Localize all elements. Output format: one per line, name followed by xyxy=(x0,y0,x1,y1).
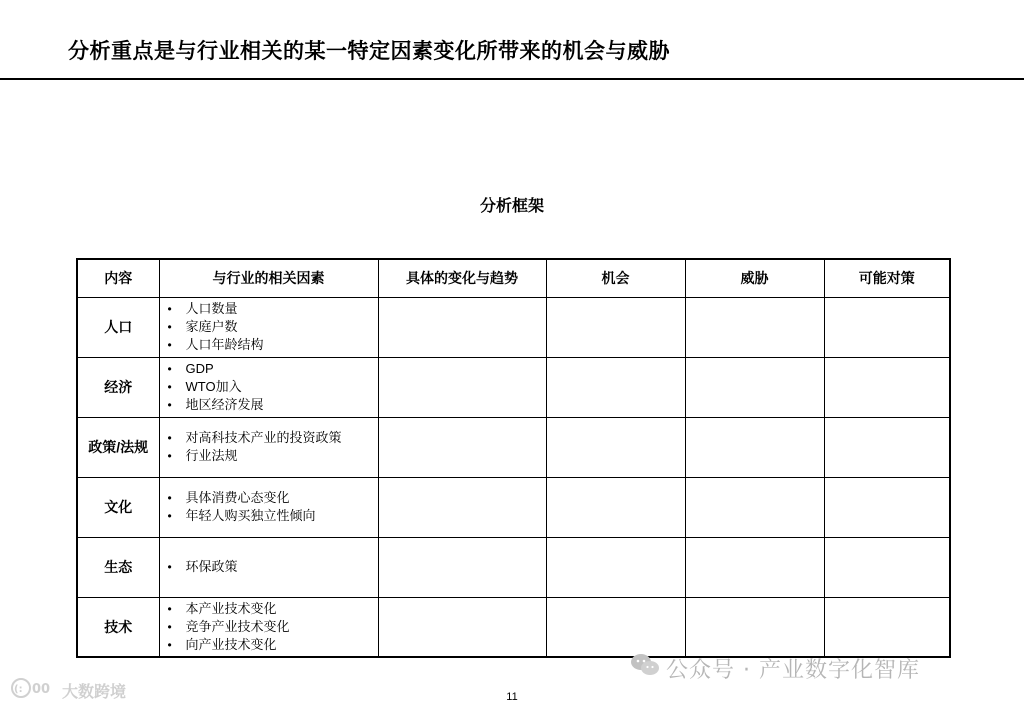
threat-cell xyxy=(685,297,824,357)
related-factors-cell xyxy=(159,417,378,477)
factor-label: 技术 xyxy=(77,597,159,657)
trend-cell xyxy=(378,357,546,417)
opportunity-cell xyxy=(546,597,685,657)
table-row xyxy=(77,297,950,357)
related-factors-cell xyxy=(159,357,378,417)
list-item: • WTO加入 xyxy=(168,378,378,396)
factor-label: 政策/法规 xyxy=(77,417,159,477)
threat-cell xyxy=(685,477,824,537)
factor-list xyxy=(168,489,378,525)
table-row xyxy=(77,537,950,597)
list-item: • 向产业技术变化 xyxy=(168,636,378,654)
svg-text:(:: (: xyxy=(14,684,23,695)
list-item: • 环保政策 xyxy=(168,558,378,576)
factor-list xyxy=(168,360,378,414)
list-item: • 具体消费心态变化 xyxy=(168,489,378,507)
svg-text:00: 00 xyxy=(32,682,51,697)
factor-list xyxy=(168,600,378,654)
trend-cell xyxy=(378,597,546,657)
related-factors-cell xyxy=(159,477,378,537)
threat-cell xyxy=(685,597,824,657)
threat-cell xyxy=(685,417,824,477)
list-item: • GDP xyxy=(168,360,378,378)
trend-cell xyxy=(378,477,546,537)
opportunity-cell xyxy=(546,477,685,537)
factor-list xyxy=(168,429,378,465)
watermark-text: 公众号 · 产业数字化智库 xyxy=(666,657,920,683)
column-header: 可能对策 xyxy=(824,259,950,297)
trend-cell xyxy=(378,537,546,597)
countermeasure-cell xyxy=(824,537,950,597)
table-row xyxy=(77,417,950,477)
opportunity-cell xyxy=(546,297,685,357)
column-header: 内容 xyxy=(77,259,159,297)
title-divider xyxy=(0,78,1024,80)
trend-cell xyxy=(378,297,546,357)
list-item: • 人口数量 xyxy=(168,300,378,318)
list-item: • 本产业技术变化 xyxy=(168,600,378,618)
wechat-icon xyxy=(630,652,660,684)
list-item: • 地区经济发展 xyxy=(168,396,378,414)
list-item: • 人口年龄结构 xyxy=(168,336,378,354)
framework-subtitle: 分析框架 xyxy=(479,198,544,215)
threat-cell xyxy=(685,537,824,597)
countermeasure-cell xyxy=(824,597,950,657)
table-row xyxy=(77,357,950,417)
watermark-brand-text: 大数跨境 xyxy=(62,681,127,701)
countermeasure-cell xyxy=(824,417,950,477)
related-factors-cell xyxy=(159,597,378,657)
list-item: • 竞争产业技术变化 xyxy=(168,618,378,636)
factor-list xyxy=(168,558,378,576)
table-header-row xyxy=(77,259,950,297)
column-header: 机会 xyxy=(546,259,685,297)
threat-cell xyxy=(685,357,824,417)
wechat-watermark xyxy=(630,652,920,684)
page-number: 11 xyxy=(506,691,518,703)
table-row xyxy=(77,477,950,537)
related-factors-cell xyxy=(159,297,378,357)
countermeasure-cell xyxy=(824,357,950,417)
page-title: 分析重点是与行业相关的某一特定因素变化所带来的机会与威胁 xyxy=(68,40,670,63)
opportunity-cell xyxy=(546,357,685,417)
opportunity-cell xyxy=(546,417,685,477)
related-factors-cell xyxy=(159,537,378,597)
trend-cell xyxy=(378,417,546,477)
column-header: 与行业的相关因素 xyxy=(159,259,378,297)
list-item: • 对高科技术产业的投资政策 xyxy=(168,429,378,447)
factor-label: 经济 xyxy=(77,357,159,417)
countermeasure-cell xyxy=(824,297,950,357)
countermeasure-cell xyxy=(824,477,950,537)
list-item: • 家庭户数 xyxy=(168,318,378,336)
factor-label: 文化 xyxy=(77,477,159,537)
opportunity-cell xyxy=(546,537,685,597)
list-item: • 年轻人购买独立性倾向 xyxy=(168,507,378,525)
analysis-framework-table xyxy=(76,258,951,658)
column-header: 威胁 xyxy=(685,259,824,297)
factor-list xyxy=(168,300,378,354)
list-item: • 行业法规 xyxy=(168,447,378,465)
factor-label: 人口 xyxy=(77,297,159,357)
factor-label: 生态 xyxy=(77,537,159,597)
table-row xyxy=(77,597,950,657)
column-header: 具体的变化与趋势 xyxy=(378,259,546,297)
